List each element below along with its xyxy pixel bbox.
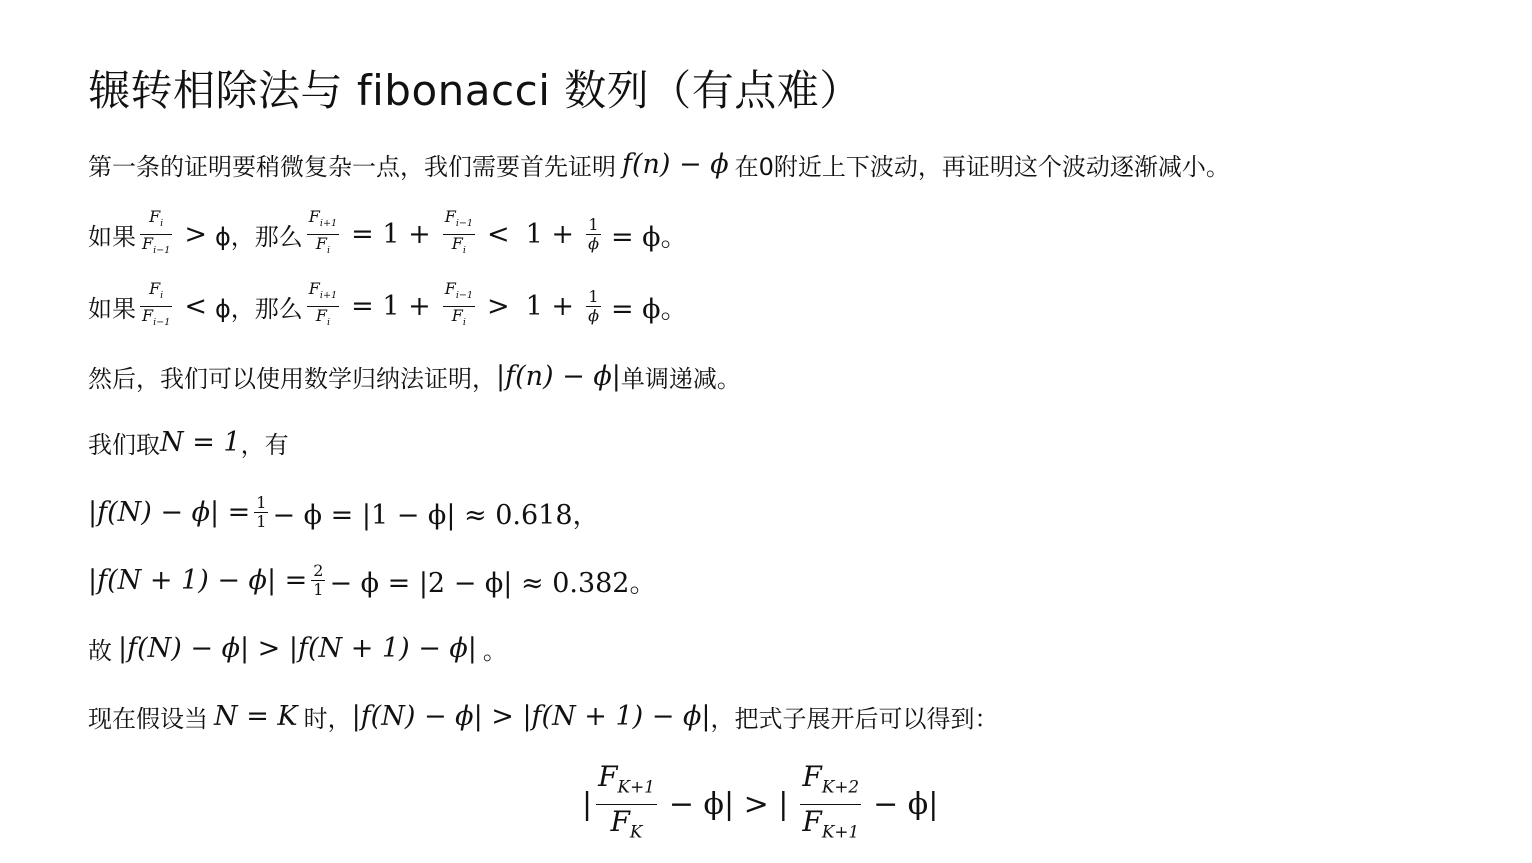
math-expression: N = 1 (160, 426, 241, 458)
fraction-fk2-over-fk1: $\frac{F_{K+2}}{F_{K+1}}$ (802, 760, 860, 842)
text-segment: 然后，我们可以使用数学归纳法证明， (88, 364, 496, 393)
text-segment: ϕ，那么 (214, 294, 303, 323)
equation-f-n-plus-1 (88, 550, 656, 610)
math-expression: f(n) − ϕ (622, 148, 729, 180)
paragraph-base-case (88, 412, 289, 472)
fraction-1-over-phi: $\frac{1}{\phi}$ (588, 214, 599, 253)
fraction-1-over-phi: $\frac{1}{\phi}$ (588, 286, 599, 325)
comparison-operator: > (487, 290, 510, 322)
math-expression: |f(N) − ϕ| > |f(N + 1) − ϕ| (351, 700, 711, 732)
text-segment: 如果 (88, 294, 136, 323)
text-segment: 单调递减。 (620, 364, 741, 393)
text-segment: 在0附近上下波动，再证明这个波动逐渐减小。 (734, 152, 1230, 181)
paragraph-induction (88, 346, 741, 406)
fraction-fi-over-fi-1: $\frac{F_i}{F_{i-1}}$ (142, 279, 171, 328)
paragraph-case-greater: 如果 $\frac{F_i}{F_{i-1}}$ > ϕ，那么 $\frac{F_{i+1}}{F_i}$ = 1 + $\frac{F_{i-1}}{F_i}$ < 1 + $\frac{1}{\phi}$ = ϕ。 (88, 204, 688, 264)
fraction-fi-over-fi-1: $\frac{F_i}{F_{i-1}}$ (142, 207, 171, 256)
math-expression: − ϕ| > | (668, 786, 789, 822)
paragraph-therefore (88, 618, 507, 678)
display-formula: | $\frac{F_{K+1}}{F_K}$ − ϕ| > | $\frac{F_{K+2}}{F_{K+1}}$ − ϕ| (582, 760, 938, 848)
comparison-operator: < (487, 218, 510, 250)
text-segment: 。 (482, 636, 507, 665)
math-expression: N = K (214, 700, 298, 732)
comparison-operator: > (184, 218, 207, 250)
text-segment: 我们取 (88, 430, 160, 459)
fraction-fi+1-over-fi: $\frac{F_{i+1}}{F_i}$ (308, 279, 338, 328)
fraction-fk1-over-fk: $\frac{F_{K+1}}{F_K}$ (598, 760, 655, 842)
fraction-one-over-one: $\frac{1}{1}$ (256, 492, 267, 531)
page-title: 辗转相除法与 fibonacci 数列（有点难） (88, 66, 862, 115)
fraction-fi-1-over-fi: $\frac{F_{i-1}}{F_i}$ (444, 207, 474, 256)
text-segment: ϕ，那么 (214, 222, 303, 251)
text-segment: 第一条的证明要稍微复杂一点，我们需要首先证明 (88, 152, 616, 181)
comparison-operator: < (184, 290, 207, 322)
text-segment: 如果 (88, 222, 136, 251)
paragraph-case-less: 如果 $\frac{F_i}{F_{i-1}}$ < ϕ，那么 $\frac{F_{i+1}}{F_i}$ = 1 + $\frac{F_{i-1}}{F_i}$ > 1 + $\frac{1}{\phi}$ = ϕ。 (88, 276, 688, 336)
math-expression: = ϕ。 (610, 293, 688, 325)
math-expression: − ϕ = |2 − ϕ| ≈ 0.382。 (329, 567, 657, 599)
math-expression: |f(N) − ϕ| > |f(N + 1) − ϕ| (118, 632, 477, 664)
fraction-fi-1-over-fi: $\frac{F_{i-1}}{F_i}$ (444, 279, 474, 328)
paragraph-hypothesis (88, 686, 999, 746)
math-expression: |f(N + 1) − ϕ| = (88, 564, 308, 596)
math-expression: − ϕ = |1 − ϕ| ≈ 0.618， (272, 499, 600, 531)
fraction-two-over-one: $\frac{2}{1}$ (313, 560, 324, 599)
math-expression: |f(n) − ϕ| (496, 360, 621, 392)
equation-f-n (88, 482, 600, 542)
fraction-fi+1-over-fi: $\frac{F_{i+1}}{F_i}$ (308, 207, 338, 256)
math-expression: |f(N) − ϕ| = (88, 496, 251, 528)
text-segment: ，把式子展开后可以得到： (710, 704, 999, 733)
text-segment: 故 (88, 636, 112, 665)
math-expression: = ϕ。 (610, 221, 688, 253)
text-segment: 时， (303, 704, 352, 733)
paragraph-intro (88, 134, 1230, 194)
text-segment: ，有 (240, 430, 289, 459)
text-segment: 现在假设当 (88, 704, 208, 733)
math-expression: − ϕ| (873, 786, 939, 822)
